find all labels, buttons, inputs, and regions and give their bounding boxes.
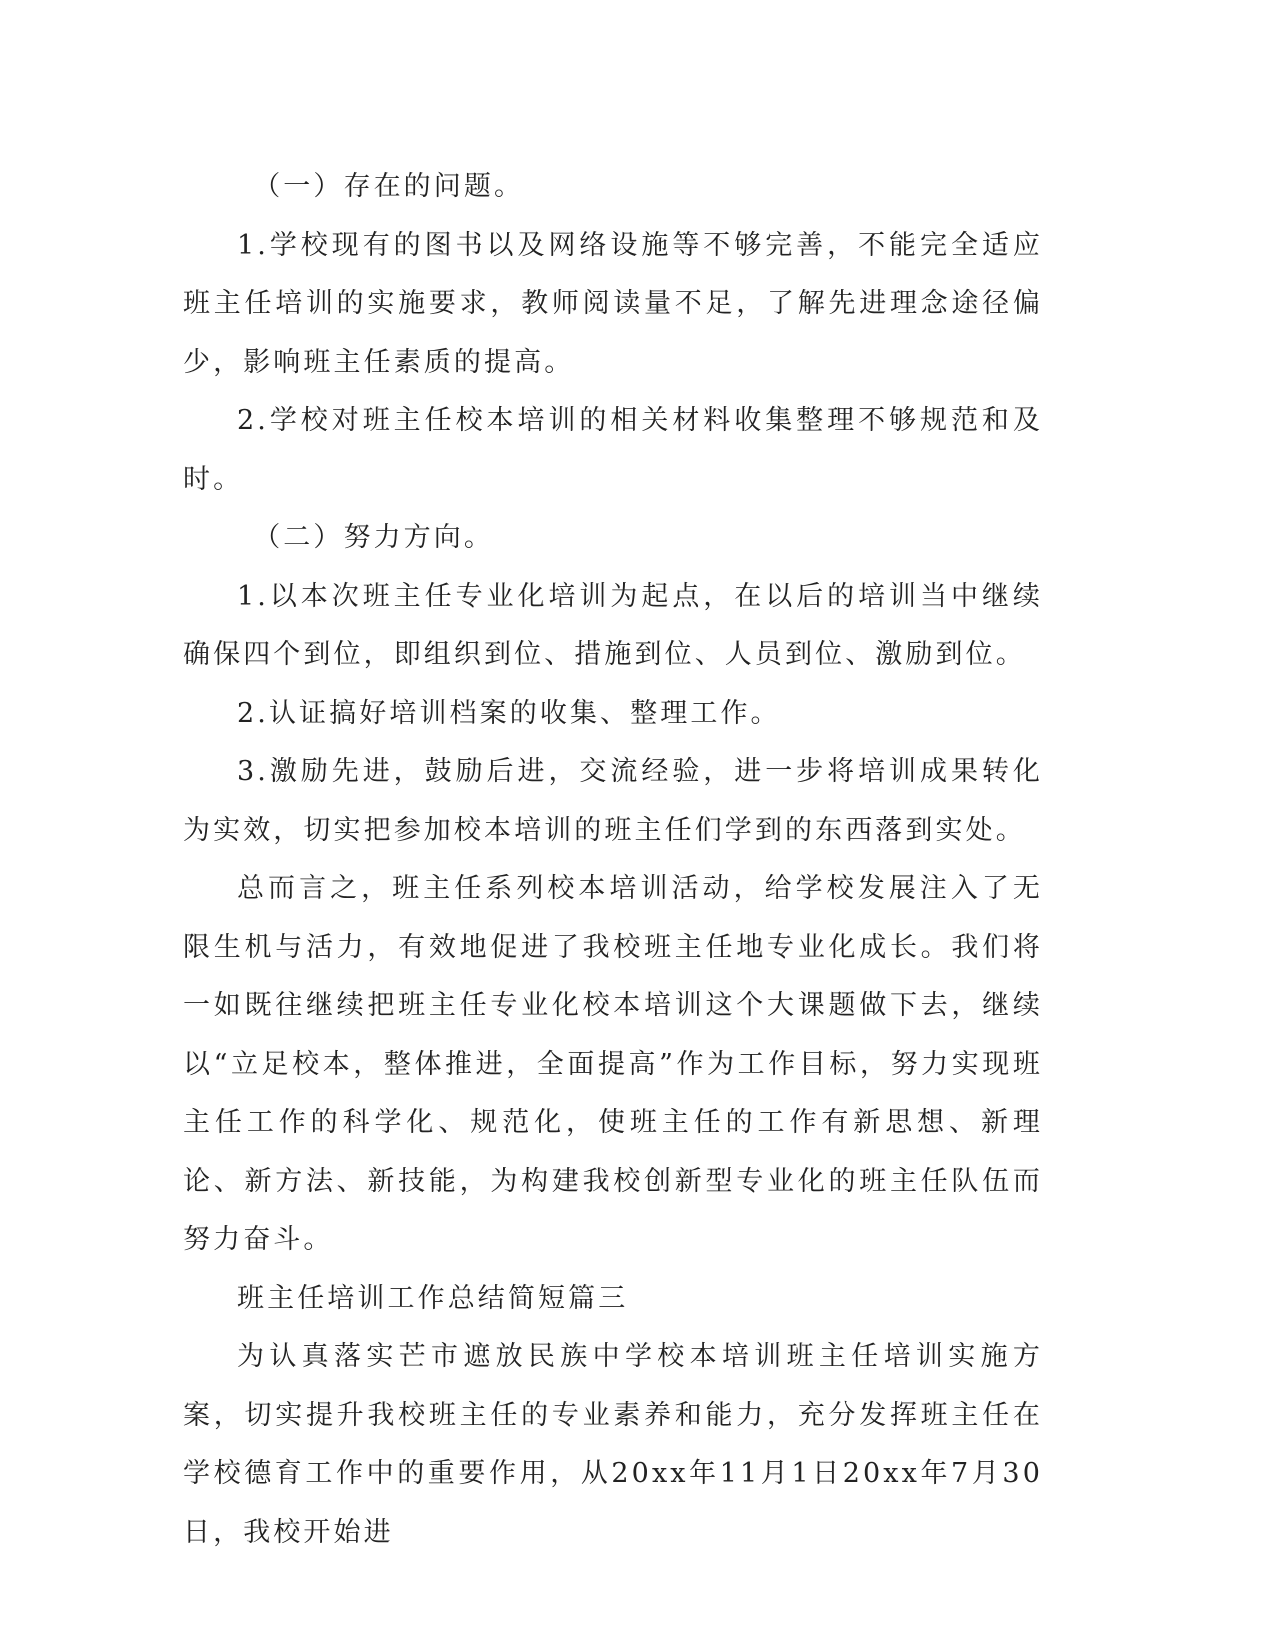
document-body — [183, 158, 1043, 1562]
paragraph-direction-2: 2.认证搞好培训档案的收集、整理工作。 — [237, 697, 781, 729]
section-title-part-three: 班主任培训工作总结简短篇三 — [237, 1282, 629, 1314]
paragraph-summary: 总而言之，班主任系列校本培训活动，给学校发展注入了无限生机与活力，有效地促进了我校班主任地专业化成长。我们将一如既往继续把班主任专业化校本培训这个大课题做下去，继续以“立足校本，整体推进，全面提高”作为工作目标，努力实现班主任工作的科学化、规范化，使班主任的工作有新思想、新理论、新方法、新技能，为构建我校创新型专业化的班主任队伍而努力奋斗。 — [183, 873, 1043, 1255]
paragraph-part-three-intro: 为认真落实芒市遮放民族中学校本培训班主任培训实施方案，切实提升我校班主任的专业素养和能力，充分发挥班主任在学校德育工作中的重要作用，从20xx年11月1日20xx年7月30日，我校开始进 — [183, 1341, 1043, 1548]
paragraph-direction-1: 1.以本次班主任专业化培训为起点，在以后的培训当中继续确保四个到位，即组织到位、措施到位、人员到位、激励到位。 — [183, 580, 1043, 670]
section-heading-direction: （二）努力方向。 — [253, 522, 494, 553]
section-heading-problems: （一）存在的问题。 — [253, 171, 525, 202]
paragraph-problem-1: 1.学校现有的图书以及网络设施等不够完善，不能完全适应班主任培训的实施要求，教师阅读量不足，了解先进理念途径偏少，影响班主任素质的提高。 — [183, 229, 1043, 378]
paragraph-direction-3: 3.激励先进，鼓励后进，交流经验，进一步将培训成果转化为实效，切实把参加校本培训的班主任们学到的东西落到实处。 — [183, 756, 1043, 846]
paragraph-problem-2: 2.学校对班主任校本培训的相关材料收集整理不够规范和及时。 — [183, 405, 1043, 495]
